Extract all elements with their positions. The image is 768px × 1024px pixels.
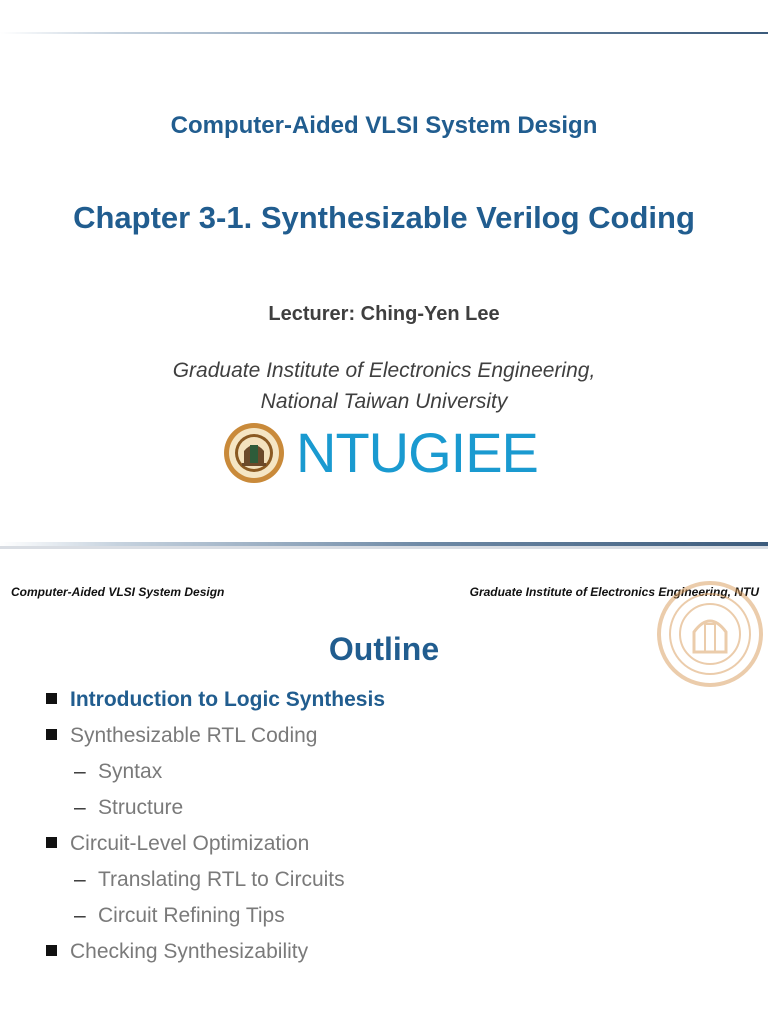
ntugiee-logo <box>222 420 538 486</box>
square-bullet-icon <box>46 945 57 956</box>
list-item-checking: Checking Synthesizability <box>70 940 309 963</box>
list-item-refining-tips: Circuit Refining Tips <box>98 904 285 927</box>
lecturer-name: Lecturer: Ching-Yen Lee <box>268 303 500 325</box>
outline-title: Outline <box>328 631 440 667</box>
chapter-title: Chapter 3-1. Synthesizable Verilog Coding <box>73 200 695 235</box>
course-title: Computer-Aided VLSI System Design <box>170 112 598 139</box>
dash-icon: – <box>74 904 86 927</box>
list-item-intro: Introduction to Logic Synthesis <box>70 688 385 711</box>
brand-wordmark: NTUGIEE <box>296 421 538 484</box>
square-bullet-icon <box>46 693 57 704</box>
institute-line-2: National Taiwan University <box>260 390 508 413</box>
list-item-structure: Structure <box>98 796 184 819</box>
square-bullet-icon <box>46 729 57 740</box>
ntu-seal-icon <box>222 421 286 485</box>
square-bullet-icon <box>46 837 57 848</box>
institute-text <box>0 355 768 417</box>
list-item-syntax: Syntax <box>98 760 163 783</box>
top-divider <box>0 32 768 34</box>
list-item-rtl-coding: Synthesizable RTL Coding <box>70 724 318 747</box>
list-item-translating-rtl: Translating RTL to Circuits <box>98 868 345 891</box>
dash-icon: – <box>74 868 86 891</box>
list-item-circuit-optimization: Circuit-Level Optimization <box>70 832 310 855</box>
header-institute: Graduate Institute of Electronics Engineering, NTU <box>469 585 759 599</box>
header-course: Computer-Aided VLSI System Design <box>11 585 225 599</box>
outline-slide <box>0 549 768 1024</box>
dash-icon: – <box>74 760 86 783</box>
dash-icon: – <box>74 796 86 819</box>
institute-line-1: Graduate Institute of Electronics Engineering, <box>172 359 596 382</box>
